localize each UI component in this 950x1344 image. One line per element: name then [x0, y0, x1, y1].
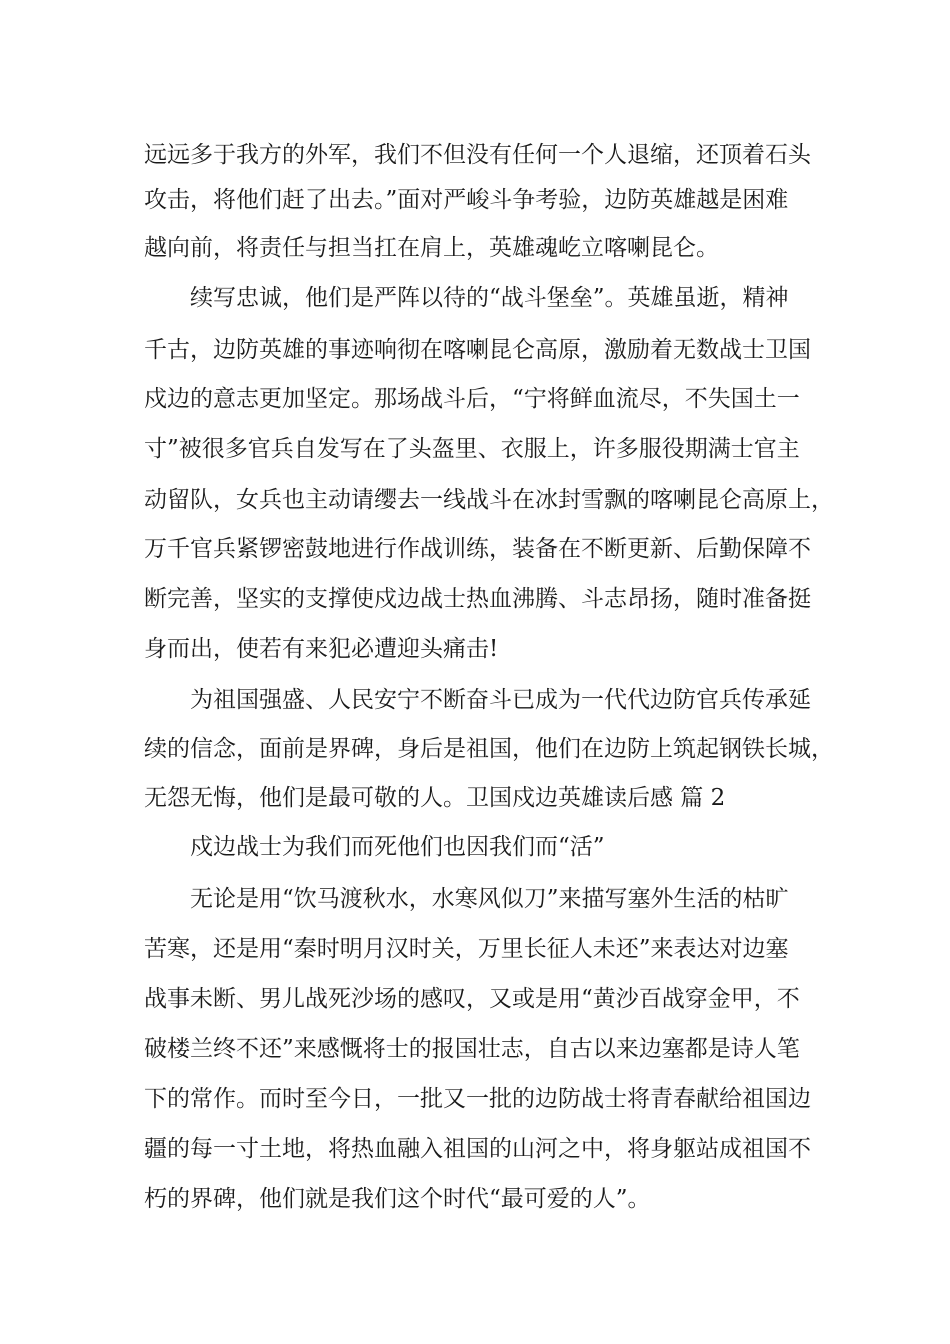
text-line-2: 攻击，将他们赶了出去。”面对严峻斗争考验，边防英雄越是困难 [144, 187, 789, 213]
text-line-16: 无论是用“饮马渡秋水，水寒风似刀”来描写塞外生活的枯旷 [190, 886, 789, 912]
text-line-7: 寸”被很多官兵自发写在了头盔里、衣服上，许多服役期满士官主 [144, 436, 800, 462]
text-line-18: 战事未断、男儿战死沙场的感叹，又或是用“黄沙百战穿金甲，不 [144, 986, 800, 1012]
text-line-6: 戍边的意志更加坚定。那场战斗后，“宁将鲜血流尽，不失国土一 [144, 386, 800, 412]
text-line-11: 身而出，使若有来犯必遭迎头痛击! [144, 636, 499, 662]
text-line-21: 疆的每一寸土地，将热血融入祖国的山河之中，将身躯站成祖国不 [144, 1136, 811, 1162]
text-line-1: 远远多于我方的外军，我们不但没有任何一个人退缩，还顶着石头 [144, 142, 811, 168]
text-line-17: 苦寒，还是用“秦时明月汉时关，万里长征人未还”来表达对边塞 [144, 936, 789, 962]
text-line-12: 为祖国强盛、人民安宁不断奋斗已成为一代代边防官兵传承延 [190, 687, 811, 713]
text-line-5: 千古，边防英雄的事迹响彻在喀喇昆仑高原，激励着无数战士卫国 [144, 337, 811, 363]
text-line-10: 断完善，坚实的支撑使戍边战士热血沸腾、斗志昂扬，随时准备挺 [144, 586, 811, 612]
text-line-8: 动留队，女兵也主动请缨去一线战斗在冰封雪飘的喀喇昆仑高原上， [144, 487, 834, 513]
section-subtitle: 戍边战士为我们而死他们也因我们而“活” [190, 834, 605, 860]
text-line-20: 下的常作。而时至今日，一批又一批的边防战士将青春献给祖国边 [144, 1086, 811, 1112]
text-line-9: 万千官兵紧锣密鼓地进行作战训练，装备在不断更新、后勤保障不 [144, 536, 811, 562]
text-line-14: 无怨无悔，他们是最可敬的人。卫国戍边英雄读后感 篇 2 [144, 785, 726, 811]
text-line-19: 破楼兰终不还”来感慨将士的报国壮志，自古以来边塞都是诗人笔 [144, 1036, 800, 1062]
text-line-3: 越向前，将责任与担当扛在肩上，英雄魂屹立喀喇昆仑。 [144, 235, 719, 261]
text-line-4: 续写忠诚，他们是严阵以待的“战斗堡垒”。英雄虽逝，精神 [190, 285, 789, 311]
text-line-22: 朽的界碑，他们就是我们这个时代“最可爱的人”。 [144, 1186, 651, 1212]
text-line-13: 续的信念，面前是界碑，身后是祖国，他们在边防上筑起钢铁长城， [144, 736, 834, 762]
